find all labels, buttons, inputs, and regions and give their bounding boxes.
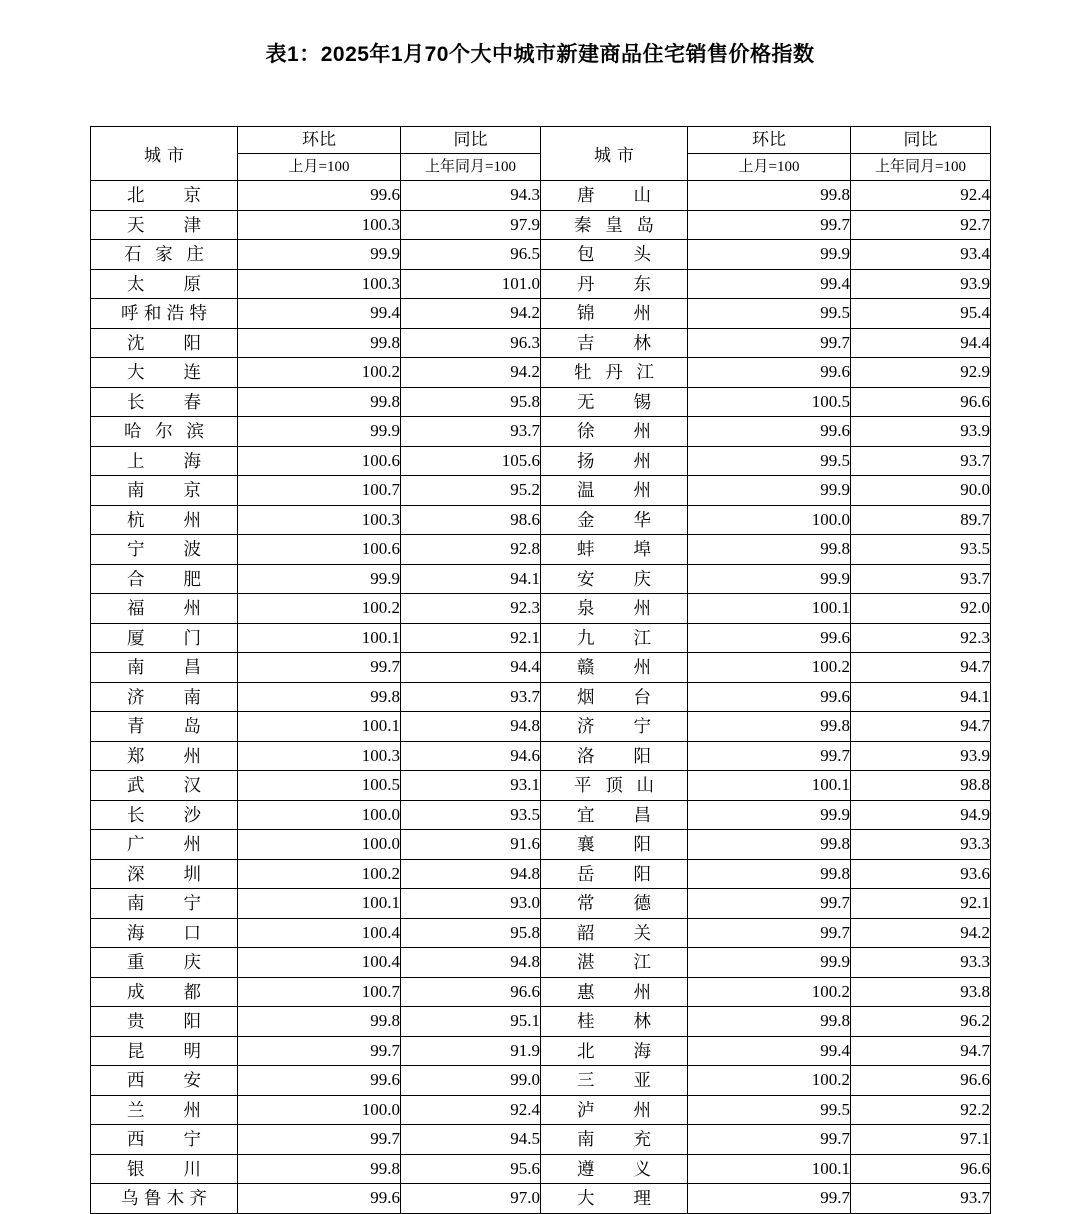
city-name-left: 合肥 <box>91 564 238 594</box>
yoy-value-left: 96.3 <box>401 328 541 358</box>
table-row <box>91 1095 991 1125</box>
mom-value-right: 100.1 <box>688 594 851 624</box>
yoy-value-right: 93.4 <box>851 240 991 270</box>
mom-value-right: 100.2 <box>688 653 851 683</box>
table-row <box>91 889 991 919</box>
mom-value-right: 99.6 <box>688 417 851 447</box>
city-name-left: 北京 <box>91 181 238 211</box>
table-row <box>91 1125 991 1155</box>
city-name-right: 徐州 <box>541 417 688 447</box>
yoy-value-left: 99.0 <box>401 1066 541 1096</box>
mom-value-left: 100.1 <box>238 623 401 653</box>
yoy-value-left: 95.8 <box>401 918 541 948</box>
col-subheader-yoy-left: 上年同月=100 <box>401 154 541 181</box>
mom-value-left: 100.3 <box>238 269 401 299</box>
yoy-value-left: 94.2 <box>401 358 541 388</box>
mom-value-right: 99.7 <box>688 918 851 948</box>
col-header-city-left: 城市 <box>91 127 238 181</box>
mom-value-left: 99.9 <box>238 417 401 447</box>
yoy-value-left: 96.6 <box>401 977 541 1007</box>
mom-value-left: 99.6 <box>238 1066 401 1096</box>
mom-value-left: 99.9 <box>238 240 401 270</box>
city-name-left: 天津 <box>91 210 238 240</box>
city-name-right: 赣州 <box>541 653 688 683</box>
city-name-left: 长春 <box>91 387 238 417</box>
city-name-left: 海口 <box>91 918 238 948</box>
city-name-right: 秦皇岛 <box>541 210 688 240</box>
yoy-value-right: 93.9 <box>851 269 991 299</box>
table-row <box>91 859 991 889</box>
mom-value-left: 100.1 <box>238 712 401 742</box>
yoy-value-left: 94.4 <box>401 653 541 683</box>
mom-value-right: 99.6 <box>688 682 851 712</box>
city-name-right: 包头 <box>541 240 688 270</box>
yoy-value-right: 93.8 <box>851 977 991 1007</box>
city-name-left: 太原 <box>91 269 238 299</box>
mom-value-left: 100.1 <box>238 889 401 919</box>
mom-value-right: 99.4 <box>688 1036 851 1066</box>
yoy-value-right: 94.4 <box>851 328 991 358</box>
city-name-right: 北海 <box>541 1036 688 1066</box>
table-row <box>91 948 991 978</box>
mom-value-left: 100.4 <box>238 918 401 948</box>
city-name-right: 泉州 <box>541 594 688 624</box>
city-name-left: 西宁 <box>91 1125 238 1155</box>
yoy-value-right: 90.0 <box>851 476 991 506</box>
mom-value-right: 100.0 <box>688 505 851 535</box>
yoy-value-left: 93.0 <box>401 889 541 919</box>
mom-value-left: 100.5 <box>238 771 401 801</box>
table-row <box>91 476 991 506</box>
mom-value-left: 100.0 <box>238 800 401 830</box>
city-name-left: 沈阳 <box>91 328 238 358</box>
city-name-left: 南昌 <box>91 653 238 683</box>
yoy-value-right: 94.7 <box>851 1036 991 1066</box>
col-subheader-mom-left: 上月=100 <box>238 154 401 181</box>
yoy-value-left: 92.1 <box>401 623 541 653</box>
table-row <box>91 358 991 388</box>
city-name-right: 韶关 <box>541 918 688 948</box>
yoy-value-right: 93.3 <box>851 830 991 860</box>
table-body <box>91 181 991 1214</box>
yoy-value-right: 92.7 <box>851 210 991 240</box>
mom-value-right: 99.8 <box>688 859 851 889</box>
city-name-right: 湛江 <box>541 948 688 978</box>
table-row <box>91 771 991 801</box>
yoy-value-right: 97.1 <box>851 1125 991 1155</box>
table-row <box>91 712 991 742</box>
yoy-value-right: 94.7 <box>851 653 991 683</box>
city-name-left: 乌鲁木齐 <box>91 1184 238 1214</box>
mom-value-right: 99.9 <box>688 240 851 270</box>
yoy-value-left: 95.8 <box>401 387 541 417</box>
table-row <box>91 830 991 860</box>
mom-value-right: 99.8 <box>688 1007 851 1037</box>
yoy-value-right: 94.1 <box>851 682 991 712</box>
city-name-right: 温州 <box>541 476 688 506</box>
yoy-value-right: 92.1 <box>851 889 991 919</box>
city-name-right: 唐山 <box>541 181 688 211</box>
table-row <box>91 594 991 624</box>
city-name-right: 南充 <box>541 1125 688 1155</box>
city-name-left: 大连 <box>91 358 238 388</box>
mom-value-left: 99.8 <box>238 682 401 712</box>
yoy-value-right: 92.9 <box>851 358 991 388</box>
table-row <box>91 181 991 211</box>
city-name-left: 重庆 <box>91 948 238 978</box>
table-row <box>91 299 991 329</box>
mom-value-left: 99.8 <box>238 328 401 358</box>
mom-value-left: 99.6 <box>238 1184 401 1214</box>
city-name-right: 蚌埠 <box>541 535 688 565</box>
table-row <box>91 564 991 594</box>
col-header-mom-right: 环比 <box>688 127 851 154</box>
mom-value-right: 99.8 <box>688 181 851 211</box>
yoy-value-left: 94.6 <box>401 741 541 771</box>
table-container <box>90 68 990 1214</box>
yoy-value-left: 96.5 <box>401 240 541 270</box>
city-name-right: 洛阳 <box>541 741 688 771</box>
mom-value-right: 100.1 <box>688 771 851 801</box>
city-name-right: 常德 <box>541 889 688 919</box>
yoy-value-left: 94.3 <box>401 181 541 211</box>
city-name-right: 泸州 <box>541 1095 688 1125</box>
yoy-value-left: 94.8 <box>401 948 541 978</box>
table-row <box>91 1154 991 1184</box>
city-name-left: 南京 <box>91 476 238 506</box>
mom-value-right: 99.9 <box>688 948 851 978</box>
yoy-value-left: 105.6 <box>401 446 541 476</box>
table-row <box>91 269 991 299</box>
city-name-right: 吉林 <box>541 328 688 358</box>
city-name-right: 惠州 <box>541 977 688 1007</box>
yoy-value-left: 94.8 <box>401 712 541 742</box>
city-name-right: 岳阳 <box>541 859 688 889</box>
table-row <box>91 653 991 683</box>
table-row <box>91 1036 991 1066</box>
yoy-value-right: 92.0 <box>851 594 991 624</box>
city-name-right: 金华 <box>541 505 688 535</box>
col-subheader-mom-right: 上月=100 <box>688 154 851 181</box>
yoy-value-left: 92.8 <box>401 535 541 565</box>
city-name-right: 牡丹江 <box>541 358 688 388</box>
yoy-value-left: 95.1 <box>401 1007 541 1037</box>
table-row <box>91 328 991 358</box>
city-name-left: 石家庄 <box>91 240 238 270</box>
table-row <box>91 682 991 712</box>
mom-value-left: 99.8 <box>238 1007 401 1037</box>
city-name-right: 扬州 <box>541 446 688 476</box>
mom-value-left: 100.7 <box>238 476 401 506</box>
mom-value-right: 100.1 <box>688 1154 851 1184</box>
table-row <box>91 741 991 771</box>
city-name-left: 福州 <box>91 594 238 624</box>
city-name-left: 呼和浩特 <box>91 299 238 329</box>
city-name-left: 贵阳 <box>91 1007 238 1037</box>
table-row <box>91 1184 991 1214</box>
city-name-right: 平顶山 <box>541 771 688 801</box>
mom-value-right: 99.8 <box>688 535 851 565</box>
mom-value-left: 100.3 <box>238 210 401 240</box>
table-row <box>91 1066 991 1096</box>
yoy-value-right: 93.3 <box>851 948 991 978</box>
mom-value-right: 99.4 <box>688 269 851 299</box>
col-header-mom-left: 环比 <box>238 127 401 154</box>
mom-value-right: 99.7 <box>688 741 851 771</box>
mom-value-left: 100.3 <box>238 505 401 535</box>
mom-value-right: 99.5 <box>688 1095 851 1125</box>
yoy-value-right: 92.4 <box>851 181 991 211</box>
mom-value-right: 99.6 <box>688 358 851 388</box>
col-header-city-right: 城市 <box>541 127 688 181</box>
city-name-right: 锦州 <box>541 299 688 329</box>
yoy-value-left: 93.1 <box>401 771 541 801</box>
city-name-left: 厦门 <box>91 623 238 653</box>
city-name-left: 郑州 <box>91 741 238 771</box>
yoy-value-right: 93.6 <box>851 859 991 889</box>
mom-value-left: 100.2 <box>238 594 401 624</box>
table-header <box>91 127 991 181</box>
mom-value-right: 99.5 <box>688 299 851 329</box>
mom-value-left: 99.7 <box>238 1125 401 1155</box>
yoy-value-left: 95.2 <box>401 476 541 506</box>
city-name-left: 武汉 <box>91 771 238 801</box>
mom-value-left: 100.7 <box>238 977 401 1007</box>
yoy-value-right: 89.7 <box>851 505 991 535</box>
city-name-right: 大理 <box>541 1184 688 1214</box>
mom-value-right: 100.2 <box>688 1066 851 1096</box>
city-name-left: 济南 <box>91 682 238 712</box>
yoy-value-right: 96.6 <box>851 387 991 417</box>
page-title: 表1：2025年1月70个大中城市新建商品住宅销售价格指数 <box>265 43 815 66</box>
table-row <box>91 977 991 1007</box>
col-header-yoy-left: 同比 <box>401 127 541 154</box>
city-name-left: 深圳 <box>91 859 238 889</box>
table-row <box>91 446 991 476</box>
yoy-value-right: 96.2 <box>851 1007 991 1037</box>
city-name-left: 成都 <box>91 977 238 1007</box>
col-header-yoy-right: 同比 <box>851 127 991 154</box>
city-name-left: 广州 <box>91 830 238 860</box>
city-name-right: 遵义 <box>541 1154 688 1184</box>
mom-value-right: 99.5 <box>688 446 851 476</box>
city-name-right: 襄阳 <box>541 830 688 860</box>
city-name-left: 哈尔滨 <box>91 417 238 447</box>
yoy-value-right: 94.9 <box>851 800 991 830</box>
yoy-value-right: 93.7 <box>851 1184 991 1214</box>
city-name-left: 昆明 <box>91 1036 238 1066</box>
mom-value-right: 99.9 <box>688 476 851 506</box>
mom-value-left: 100.0 <box>238 830 401 860</box>
yoy-value-left: 98.6 <box>401 505 541 535</box>
table-row <box>91 1007 991 1037</box>
col-subheader-yoy-right: 上年同月=100 <box>851 154 991 181</box>
table-row <box>91 505 991 535</box>
yoy-value-right: 98.8 <box>851 771 991 801</box>
yoy-value-right: 93.7 <box>851 564 991 594</box>
city-name-right: 三亚 <box>541 1066 688 1096</box>
table-row <box>91 800 991 830</box>
mom-value-left: 100.2 <box>238 859 401 889</box>
yoy-value-left: 92.3 <box>401 594 541 624</box>
mom-value-left: 99.8 <box>238 1154 401 1184</box>
city-name-right: 宜昌 <box>541 800 688 830</box>
yoy-value-right: 93.9 <box>851 417 991 447</box>
mom-value-left: 100.6 <box>238 535 401 565</box>
yoy-value-left: 93.7 <box>401 417 541 447</box>
city-name-left: 南宁 <box>91 889 238 919</box>
city-name-left: 宁波 <box>91 535 238 565</box>
city-name-left: 上海 <box>91 446 238 476</box>
city-name-left: 青岛 <box>91 712 238 742</box>
table-row <box>91 240 991 270</box>
mom-value-right: 100.2 <box>688 977 851 1007</box>
yoy-value-left: 94.2 <box>401 299 541 329</box>
yoy-value-left: 91.6 <box>401 830 541 860</box>
mom-value-left: 100.4 <box>238 948 401 978</box>
yoy-value-right: 92.2 <box>851 1095 991 1125</box>
mom-value-right: 99.6 <box>688 623 851 653</box>
yoy-value-right: 96.6 <box>851 1154 991 1184</box>
yoy-value-right: 94.2 <box>851 918 991 948</box>
city-name-left: 长沙 <box>91 800 238 830</box>
city-name-right: 丹东 <box>541 269 688 299</box>
table-row <box>91 918 991 948</box>
mom-value-right: 99.9 <box>688 800 851 830</box>
mom-value-right: 99.7 <box>688 1184 851 1214</box>
yoy-value-left: 93.5 <box>401 800 541 830</box>
yoy-value-left: 94.5 <box>401 1125 541 1155</box>
city-name-left: 杭州 <box>91 505 238 535</box>
mom-value-left: 99.7 <box>238 653 401 683</box>
city-name-right: 安庆 <box>541 564 688 594</box>
mom-value-left: 99.4 <box>238 299 401 329</box>
city-name-right: 烟台 <box>541 682 688 712</box>
table-row <box>91 387 991 417</box>
yoy-value-left: 97.9 <box>401 210 541 240</box>
yoy-value-right: 94.7 <box>851 712 991 742</box>
mom-value-left: 100.0 <box>238 1095 401 1125</box>
mom-value-left: 100.6 <box>238 446 401 476</box>
yoy-value-right: 93.9 <box>851 741 991 771</box>
table-row <box>91 623 991 653</box>
yoy-value-left: 94.8 <box>401 859 541 889</box>
yoy-value-right: 95.4 <box>851 299 991 329</box>
mom-value-right: 99.8 <box>688 830 851 860</box>
mom-value-right: 100.5 <box>688 387 851 417</box>
table-row <box>91 417 991 447</box>
mom-value-left: 100.3 <box>238 741 401 771</box>
mom-value-right: 99.7 <box>688 328 851 358</box>
yoy-value-left: 92.4 <box>401 1095 541 1125</box>
city-name-right: 无锡 <box>541 387 688 417</box>
table-row <box>91 535 991 565</box>
yoy-value-left: 93.7 <box>401 682 541 712</box>
mom-value-left: 99.8 <box>238 387 401 417</box>
city-name-right: 九江 <box>541 623 688 653</box>
city-name-right: 桂林 <box>541 1007 688 1037</box>
city-name-left: 兰州 <box>91 1095 238 1125</box>
mom-value-left: 99.7 <box>238 1036 401 1066</box>
yoy-value-left: 91.9 <box>401 1036 541 1066</box>
yoy-value-right: 93.7 <box>851 446 991 476</box>
mom-value-left: 99.6 <box>238 181 401 211</box>
yoy-value-right: 96.6 <box>851 1066 991 1096</box>
yoy-value-left: 95.6 <box>401 1154 541 1184</box>
table-row <box>91 210 991 240</box>
city-name-left: 银川 <box>91 1154 238 1184</box>
yoy-value-left: 101.0 <box>401 269 541 299</box>
yoy-value-left: 94.1 <box>401 564 541 594</box>
mom-value-right: 99.7 <box>688 889 851 919</box>
yoy-value-right: 93.5 <box>851 535 991 565</box>
yoy-value-left: 97.0 <box>401 1184 541 1214</box>
mom-value-right: 99.8 <box>688 712 851 742</box>
mom-value-right: 99.9 <box>688 564 851 594</box>
mom-value-right: 99.7 <box>688 1125 851 1155</box>
yoy-value-right: 92.3 <box>851 623 991 653</box>
city-name-left: 西安 <box>91 1066 238 1096</box>
price-index-table <box>90 126 991 1214</box>
mom-value-left: 99.9 <box>238 564 401 594</box>
city-name-right: 济宁 <box>541 712 688 742</box>
mom-value-right: 99.7 <box>688 210 851 240</box>
mom-value-left: 100.2 <box>238 358 401 388</box>
